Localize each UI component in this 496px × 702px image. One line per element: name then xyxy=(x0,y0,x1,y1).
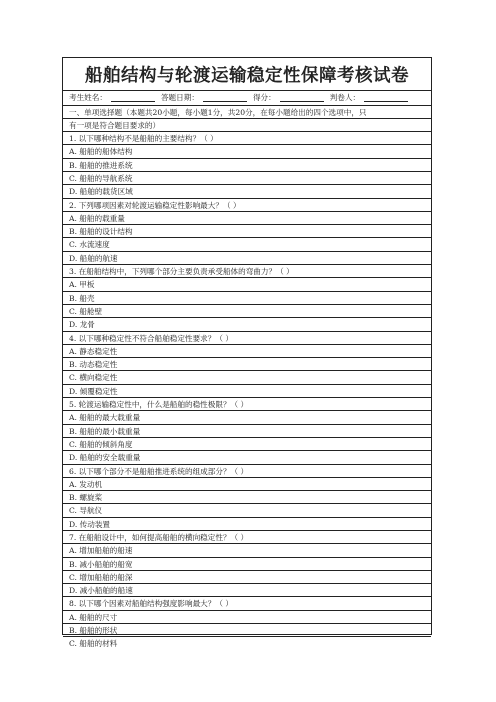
answer-option[interactable]: D. 船舶的安全载重量 xyxy=(63,451,431,464)
answer-option[interactable]: D. 船舶的航速 xyxy=(63,252,431,265)
answer-option[interactable]: A. 船舶的船体结构 xyxy=(63,145,431,158)
instructions-line-2: 有一项是符合题目要求的） xyxy=(63,119,431,132)
answer-option[interactable]: D. 龙骨 xyxy=(63,318,431,331)
answer-option[interactable]: B. 船壳 xyxy=(63,292,431,305)
answer-option[interactable]: A. 发动机 xyxy=(63,478,431,491)
score-label: 得分： xyxy=(252,93,276,103)
answer-option[interactable]: C. 横向稳定性 xyxy=(63,371,431,384)
grader-blank[interactable] xyxy=(364,93,408,102)
question-text: 4. 以下哪种稳定性不符合船舶稳定性要求？（ ） xyxy=(63,332,431,345)
answer-option[interactable]: C. 船舱壁 xyxy=(63,305,431,318)
question-text: 6. 以下哪个部分不是船舶推进系统的组成部分？（ ） xyxy=(63,465,431,478)
question-text: 7. 在船舶设计中，如何提高船舶的横向稳定性？（ ） xyxy=(63,531,431,544)
answer-option[interactable]: B. 船舶的设计结构 xyxy=(63,225,431,238)
answer-option[interactable]: B. 减小船舶的船宽 xyxy=(63,558,431,571)
answer-option[interactable]: C. 增加船舶的船深 xyxy=(63,571,431,584)
date-label: 答题日期： xyxy=(160,93,199,103)
answer-option[interactable]: B. 船舶的形状 xyxy=(63,624,431,637)
exam-info-row xyxy=(63,91,431,106)
answer-option[interactable]: D. 船舶的载货区域 xyxy=(63,185,431,198)
question-text: 1. 以下哪种结构不是船舶的主要结构？（ ） xyxy=(63,132,431,145)
answer-option[interactable]: B. 船舶的最小载重量 xyxy=(63,425,431,438)
question-text: 3. 在船舶结构中，下列哪个部分主要负责承受船体的弯曲力？（ ） xyxy=(63,265,431,278)
name-blank[interactable] xyxy=(111,93,155,102)
exam-body xyxy=(63,106,431,651)
answer-option[interactable]: D. 传动装置 xyxy=(63,518,431,531)
score-blank[interactable] xyxy=(280,93,324,102)
exam-title: 船舶结构与轮渡运输稳定性保障考核试卷 xyxy=(63,62,431,91)
answer-option[interactable]: C. 导航仪 xyxy=(63,504,431,517)
answer-option[interactable]: A. 船舶的最大载重量 xyxy=(63,411,431,424)
answer-option[interactable]: A. 甲板 xyxy=(63,278,431,291)
question-text: 2. 下列哪项因素对轮渡运输稳定性影响最大？（ ） xyxy=(63,199,431,212)
answer-option[interactable]: C. 水流速度 xyxy=(63,238,431,251)
answer-option[interactable]: B. 动态稳定性 xyxy=(63,358,431,371)
answer-option[interactable]: D. 倾覆稳定性 xyxy=(63,385,431,398)
grader-label: 判卷人： xyxy=(329,93,361,103)
name-label: 考生姓名： xyxy=(69,93,107,103)
answer-option[interactable]: D. 减小船舶的船速 xyxy=(63,584,431,597)
question-text: 8. 以下哪个因素对船舶结构强度影响最大？（ ） xyxy=(63,597,431,610)
date-blank[interactable] xyxy=(203,93,247,102)
answer-option[interactable]: A. 增加船舶的船速 xyxy=(63,544,431,557)
answer-option[interactable]: C. 船舶的倾斜角度 xyxy=(63,438,431,451)
answer-option[interactable]: B. 船舶的推进系统 xyxy=(63,159,431,172)
answer-option[interactable]: A. 船舶的尺寸 xyxy=(63,611,431,624)
answer-option[interactable]: B. 螺旋桨 xyxy=(63,491,431,504)
exam-sheet xyxy=(62,57,432,649)
instructions-line-1: 一、单项选择题（本题共20小题，每小题1分，共20分，在每小题给出的四个选项中，只 xyxy=(63,106,431,119)
answer-option[interactable]: A. 船舶的载重量 xyxy=(63,212,431,225)
question-text: 5. 轮渡运输稳定性中，什么是船舶的稳性极限？（ ） xyxy=(63,398,431,411)
answer-option[interactable]: C. 船舶的材料 xyxy=(69,639,118,649)
answer-option[interactable]: C. 船舶的导航系统 xyxy=(63,172,431,185)
answer-option[interactable]: A. 静态稳定性 xyxy=(63,345,431,358)
